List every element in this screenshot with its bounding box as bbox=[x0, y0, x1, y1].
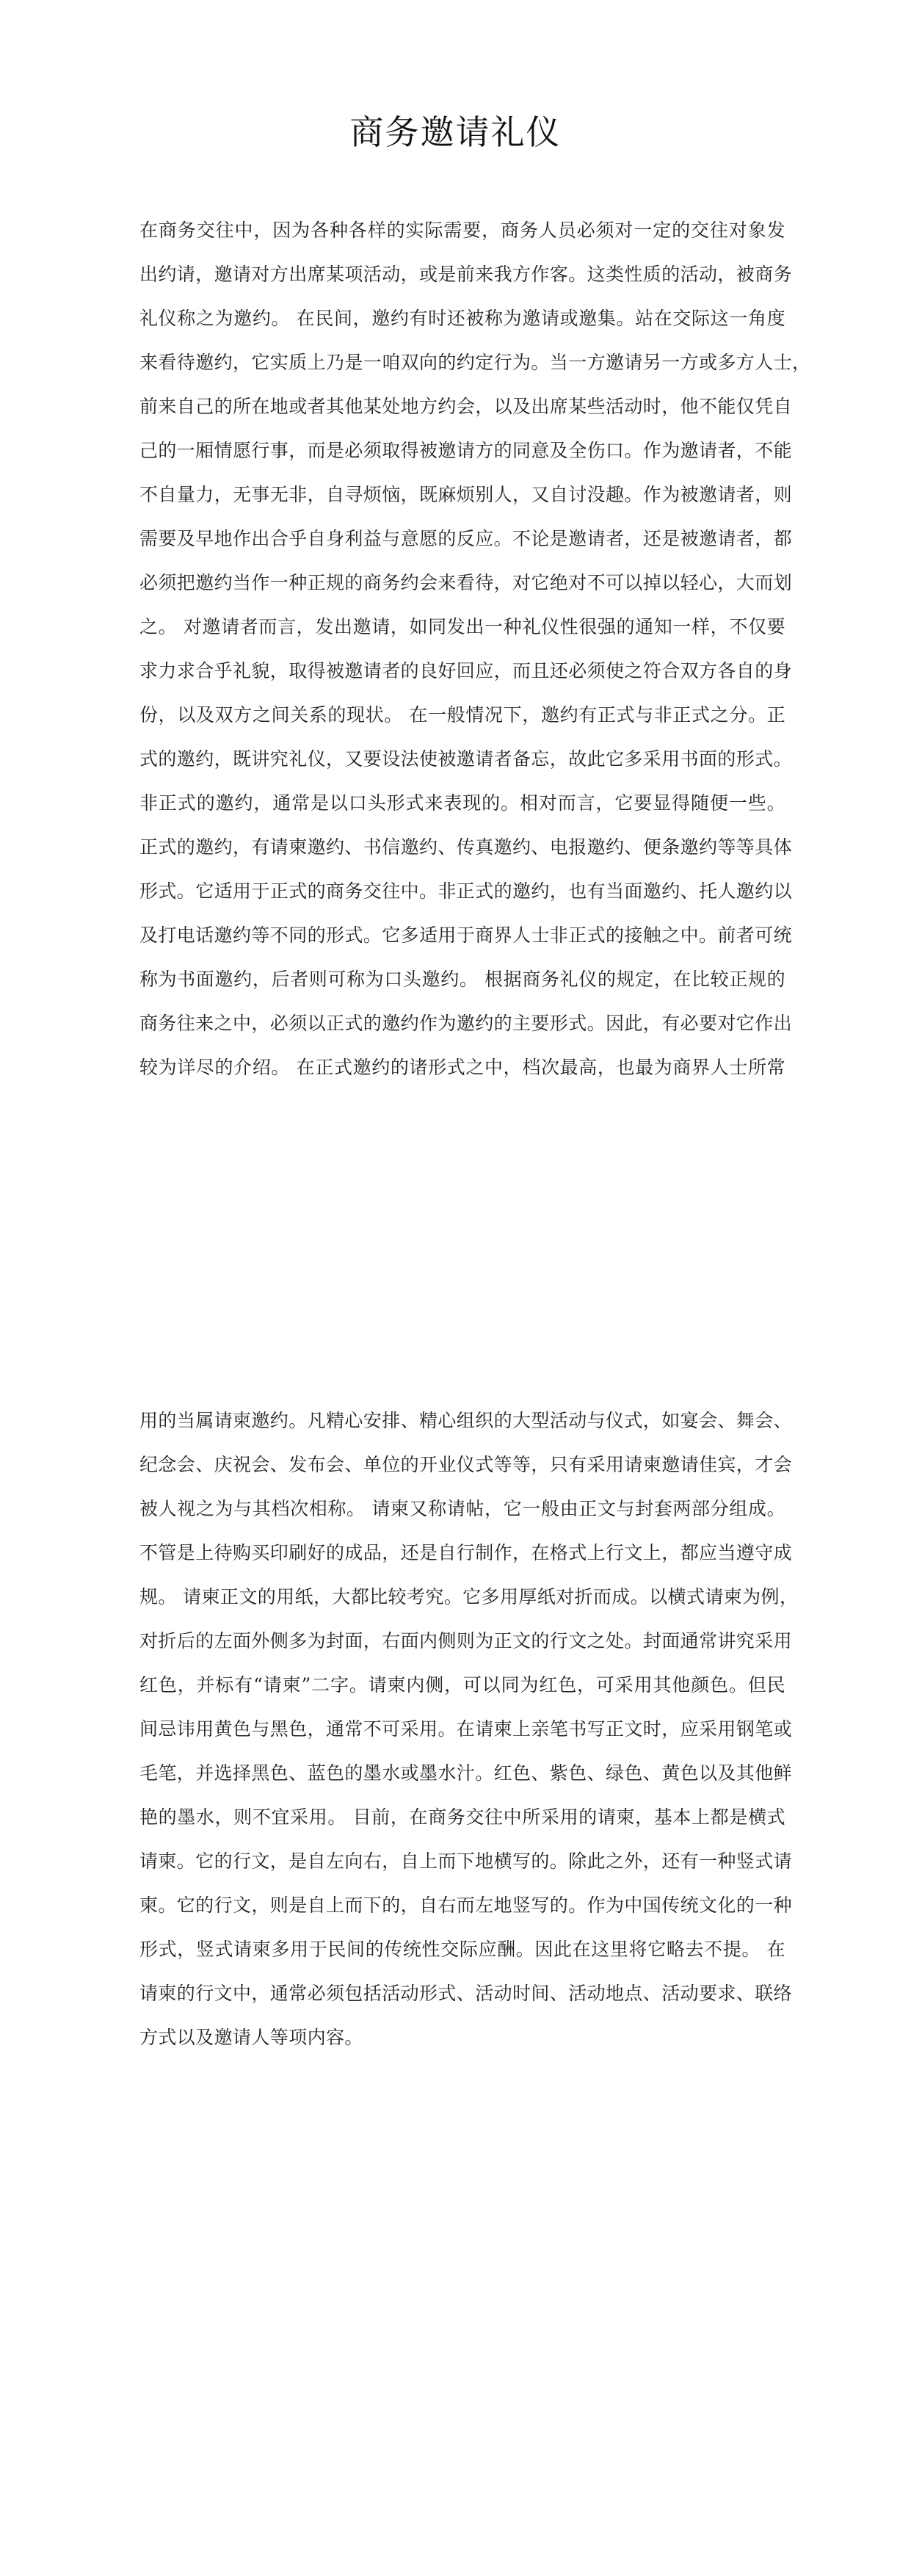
paragraph-line: 红色，并标有“请柬”二字。请柬内侧，可以同为红色，可采用其他颜色。但民 bbox=[139, 1674, 785, 1696]
paragraph-line: 称为书面邀约，后者则可称为口头邀约。 根据商务礼仪的规定，在比较正规的 bbox=[139, 969, 785, 990]
body-text-block-1 bbox=[139, 209, 811, 1090]
document-title: 商务邀请礼仪 bbox=[349, 112, 562, 152]
paragraph-line: 份，以及双方之间关系的现状。 在一般情况下，邀约有正式与非正式之分。正 bbox=[139, 704, 785, 726]
paragraph-line: 纪念会、庆祝会、发布会、单位的开业仪式等等，只有采用请柬邀请佳宾，才会 bbox=[139, 1454, 793, 1475]
paragraph-line: 形式，竖式请柬多用于民间的传统性交际应酬。因此在这里将它略去不提。 在 bbox=[139, 1939, 785, 1960]
paragraph-line: 毛笔，并选择黑色、蓝色的墨水或墨水汁。红色、紫色、绿色、黄色以及其他鲜 bbox=[139, 1762, 793, 1784]
paragraph-line: 来看待邀约，它实质上乃是一咱双向的约定行为。当一方邀请另一方或多方人士， bbox=[139, 352, 811, 373]
paragraph-line: 商务往来之中，必须以正式的邀约作为邀约的主要形式。因此，有必要对它作出 bbox=[139, 1013, 793, 1034]
paragraph-line: 不管是上待购买印刷好的成品，还是自行制作，在格式上行文上，都应当遵守成 bbox=[139, 1542, 793, 1563]
paragraph-line: 被人视之为与其档次相称。 请柬又称请帖，它一般由正文与封套两部分组成。 bbox=[139, 1498, 785, 1519]
paragraph-line: 需要及早地作出合乎自身利益与意愿的反应。不论是邀请者，还是被邀请者，都 bbox=[139, 528, 793, 549]
paragraph-line: 对折后的左面外侧多为封面，右面内侧则为正文的行文之处。封面通常讲究采用 bbox=[139, 1630, 793, 1651]
body-text-block-2 bbox=[139, 1399, 799, 2060]
paragraph-line: 不自量力，无事无非，自寻烦恼，既麻烦别人，又自讨没趣。作为被邀请者，则 bbox=[139, 484, 793, 505]
paragraph-line: 求力求合乎礼貌，取得被邀请者的良好回应，而且还必须使之符合双方各自的身 bbox=[139, 660, 793, 681]
paragraph-line: 规。 请柬正文的用纸，大都比较考究。它多用厚纸对折而成。以横式请柬为例， bbox=[139, 1586, 799, 1607]
paragraph-line: 在商务交往中，因为各种各样的实际需要，商务人员必须对一定的交往对象发 bbox=[139, 220, 785, 241]
paragraph-line: 式的邀约，既讲究礼仪，又要设法使被邀请者备忘，故此它多采用书面的形式。 bbox=[139, 748, 793, 770]
paragraph-line: 艳的墨水，则不宜采用。 目前，在商务交往中所采用的请柬，基本上都是横式 bbox=[139, 1806, 785, 1828]
paragraph-line: 己的一厢情愿行事，而是必须取得被邀请方的同意及全伤口。作为邀请者，不能 bbox=[139, 440, 793, 461]
paragraph-line: 间忌讳用黄色与黑色，通常不可采用。在请柬上亲笔书写正文时，应采用钢笔或 bbox=[139, 1718, 793, 1740]
paragraph-line: 正式的邀约，有请柬邀约、书信邀约、传真邀约、电报邀约、便条邀约等等具体 bbox=[139, 836, 793, 858]
paragraph-line: 请柬。它的行文，是自左向右，自上而下地横写的。除此之外，还有一种竖式请 bbox=[139, 1850, 793, 1872]
paragraph-line: 之。 对邀请者而言，发出邀请，如同发出一种礼仪性很强的通知一样，不仅要 bbox=[139, 616, 785, 637]
paragraph-line: 及打电话邀约等不同的形式。它多适用于商界人士非正式的接触之中。前者可统 bbox=[139, 925, 793, 946]
paragraph-line: 必须把邀约当作一种正规的商务约会来看待，对它绝对不可以掉以轻心，大而划 bbox=[139, 572, 793, 593]
paragraph-line: 礼仪称之为邀约。 在民间，邀约有时还被称为邀请或邀集。站在交际这一角度 bbox=[139, 308, 785, 329]
paragraph-line: 请柬的行文中，通常必须包括活动形式、活动时间、活动地点、活动要求、联络 bbox=[139, 1983, 793, 2004]
paragraph-line: 用的当属请柬邀约。凡精心安排、精心组织的大型活动与仪式，如宴会、舞会、 bbox=[139, 1410, 793, 1431]
paragraph-line: 形式。它适用于正式的商务交往中。非正式的邀约，也有当面邀约、托人邀约以 bbox=[139, 880, 793, 902]
paragraph-line: 出约请，邀请对方出席某项活动，或是前来我方作客。这类性质的活动，被商务 bbox=[139, 264, 793, 285]
paragraph-line: 方式以及邀请人等项内容。 bbox=[139, 2027, 363, 2048]
paragraph-line: 前来自己的所在地或者其他某处地方约会，以及出席某些活动时，他不能仅凭自 bbox=[139, 396, 793, 417]
paragraph-line: 较为详尽的介绍。 在正式邀约的诸形式之中，档次最高，也最为商界人士所常 bbox=[139, 1057, 785, 1078]
paragraph-line: 柬。它的行文，则是自上而下的，自右而左地竖写的。作为中国传统文化的一种 bbox=[139, 1895, 793, 1916]
paragraph-line: 非正式的邀约，通常是以口头形式来表现的。相对而言，它要显得随便一些。 bbox=[139, 792, 785, 814]
